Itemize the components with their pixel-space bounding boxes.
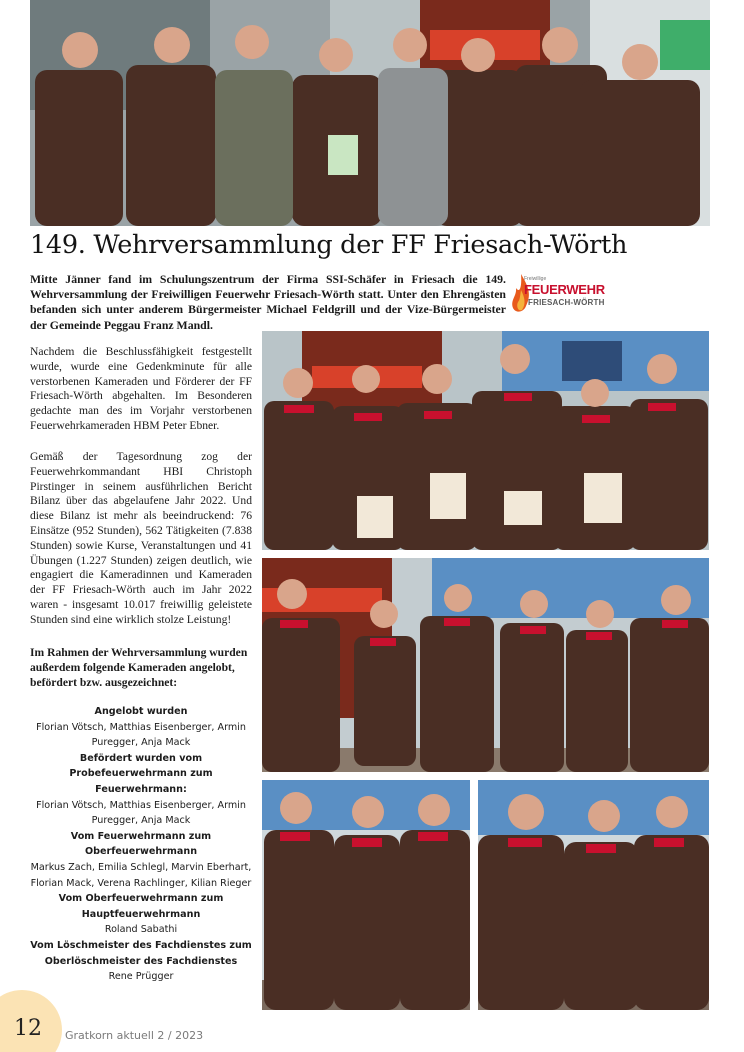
honor-title: Vom Löschmeister des Fachdienstes zum Oberlöschmeister des Fachdienstes	[30, 939, 252, 967]
honor-title: Vom Feuerwehrmann zum Oberfeuerwehrmann	[70, 830, 212, 858]
photo-promoted-members	[262, 331, 709, 550]
honor-names: Florian Vötsch, Matthias Eisenberger, Armin Puregger, Anja Mack	[36, 721, 246, 749]
ff-friesach-woerth-logo	[508, 270, 648, 318]
honor-title: Angelobt wurden	[94, 706, 188, 717]
article-headline: 149. Wehrversammlung der FF Friesach-Wörth	[30, 230, 628, 260]
honor-names: Florian Vötsch, Matthias Eisenberger, Armin Puregger, Anja Mack	[36, 799, 246, 827]
honor-title: Befördert wurden vom Probefeuerwehrmann zum Feuerwehrmann:	[69, 752, 213, 795]
photo-honored-trio-left	[262, 780, 470, 1010]
photo-honored-trio-right	[478, 780, 709, 1010]
logo-main-text: FEUERWEHR	[524, 282, 605, 297]
paragraph-report: Gemäß der Tagesordnung zog der Feuerwehrkommandant HBI Christoph Pirstinger in seinem ausführlichen Bericht Bilanz über das abgelaufene Jahr 2022. Und diese Bilanz ist mehr als beeindruckend: 76 Einsätze (952 Stunden), 562 Tätigkeiten (7.838 Stunden) sowie Kurse, Veranstaltungen und 41 Übungen (1.227 Stunden) zeigen deutlich, wie engagiert die Kameradinnen und Kameraden der FF Friesach-Wörth auch im Jahr 2022 waren - insgesamt 10.017 freiwillig geleistete Stunden sind eine wirklich stolze Leistung!	[30, 450, 252, 626]
paragraph-memorial: Nachdem die Beschlussfähigkeit festgestellt wurde, wurde eine Gedenkminute für alle verstorbenen Kameraden und Förderer der FF Friesach-Wörth abgehalten. Im Besonderen gedachte man des im Vorjahr verstorbenen Feuerwehrkameraden HBM Peter Ebner.	[30, 345, 252, 432]
honor-names: Rene Prügger	[108, 971, 174, 983]
honor-names: Roland Sabathi	[104, 924, 178, 936]
honor-title: Vom Oberfeuerwehrmann zum Hauptfeuerwehrmann	[58, 893, 224, 920]
page-number: 12	[14, 1016, 42, 1041]
logo-sub-text: FRIESACH-WÖRTH	[528, 298, 605, 307]
honors-list	[30, 704, 252, 985]
photo-sworn-in-members	[262, 558, 709, 772]
honor-names: Markus Zach, Emilia Schlegl, Marvin Eberhart, Florian Mack, Verena Rachlinger, Kilian Rieger	[30, 861, 252, 889]
publication-name: Gratkorn aktuell 2 / 2023	[65, 1029, 204, 1042]
paragraph-honors-intro: Im Rahmen der Wehrversammlung wurden außerdem folgende Kameraden angelobt, befördert bzw. ausgezeichnet:	[30, 646, 248, 689]
logo-tiny-text: Freiwillige	[524, 276, 547, 282]
photo-group-officials	[30, 0, 710, 226]
article-lead: Mitte Jänner fand im Schulungszentrum der Firma SSI-Schäfer in Friesach die 149. Wehrversammlung der Freiwilligen Feuerwehr Friesach-Wörth statt. Unter den Ehrengästen befanden sich unter anderem Bürgermeister Michael Feldgrill und der Vize-Bürgermeister der Gemeinde Peggau Franz Mandl.	[30, 272, 506, 332]
